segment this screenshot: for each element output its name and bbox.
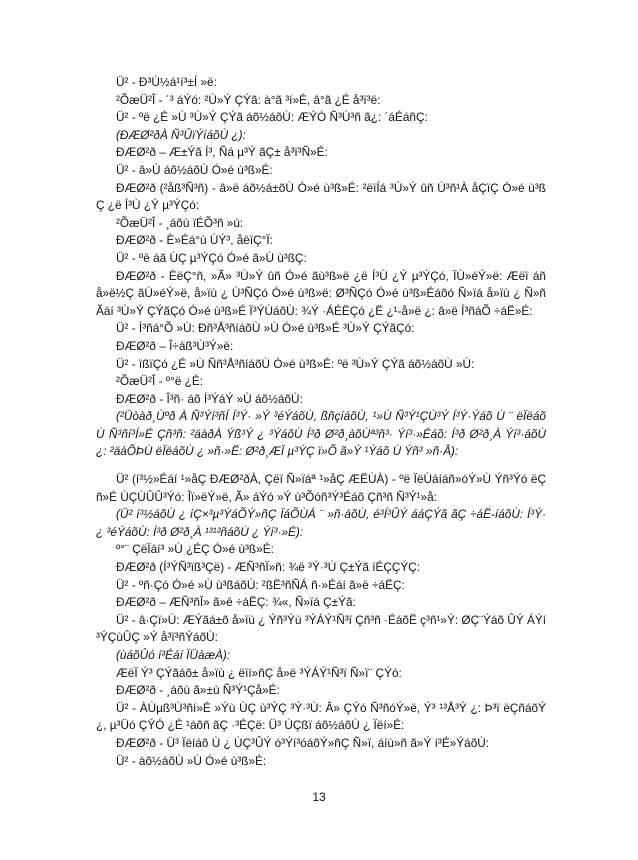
dialogue-line: ÐÆØ²ð (²åß³Ñ³ñ) - â»ë áõ½á±õÙ Ó»é ù³ß»É: ²ëïÍá ³Ù»Ý ûñ Ù³ñ¹À åÇïÇ Ó»é ù³ßÇ ¿ë Í³Ù ¿Ý µ³ÝÇó: <box>96 180 546 213</box>
dialogue-line: ÐÆØ²ð - ¸áõù ã»±ù Ñ³Ý¹Çå»É: <box>116 683 280 698</box>
page-number: 13 <box>312 790 326 804</box>
dialogue-line: Ü² - àõ½áõÙ »Ù Ó»é ù³ß»É: <box>116 753 267 768</box>
dialogue-line: º°¨ ÇëÏáí³ »Ù ¿ÉÇ Ó»é ù³ß»É: <box>116 542 274 557</box>
stage-direction: (²Üòàð¸Ùºð À Ñ³Ýí³ñÍ Í³Ý· »Ý ³éÝáõÙ, ßñçíáõÙ, ¹»Ù Ñ³Ý¹ÇÙ³Ý Í³Ý·Ýáõ Ù ¨ ëÏëáõÙ Ñ³ñí³Í»É Çñ³ñ: ²äàðÀ Ýß³Ý ¿ ³ÝáõÙ Í³ð Ø²ð¸àõÙª³ñ³· Ýí³·»Éáõ: Í³ð Ø²ð¸À Ýí³·áõÙ ¿: ²äàÕÞÙ ëÏëáõÙ ¿ »ñ·»Ë: Ø²ð¸ÆÏ µ³ÝÇ ï»Õ ã»Ý ¹Ýáõ Ù Ýñ³ »ñ·Â): <box>96 409 546 459</box>
stage-direction: (ÐÆØ²ðÀ Ñ³ÛïÝíáõÙ ¿): <box>116 127 246 142</box>
dialogue-line: ÐÆØ²ð - ÈëÇ°ñ, »Ã» ³Ù»Ý ûñ Ó»é ãù³ß»ë ¿ë Í³Ù ¿Ý µ³ÝÇó, ÏÙ»éÝ»ë: Æëï áñå»ë½Ç ãÙ»éÝ»ë, å»ïù ¿ Ù³ÑÇó Ó»é ù³ß»ë: Ø³ÑÇó Ó»é ù³ß»Éáõó Ñ»ïá å»ïù ¿ Ñ»ñÃáí ³Ù»Ý ÇÝãÇó Ó»é ù³ß»É Ï³ÝÙáõÙ: ¾Ý ·ÁÉËÇó ¿Ë ¿¹-å»ë ¿: â»ë Í³ñáÕ ÷áË»É: <box>96 268 546 318</box>
dialogue-line: Ü² - Í³ñá°Õ »Ù: Ðñ³Å³ñíáõÙ »Ù Ó»é ù³ß»É ³Ù»Ý ÇÝãÇó: <box>116 321 415 336</box>
dialogue-line: Ü² - ºë áã ÙÇ µ³ÝÇó Ó»é ã»Ù ù³ßÇ: <box>116 250 307 265</box>
dialogue-line: ²ÕæÜ²Î - º°ë ¿É: <box>116 374 204 389</box>
dialogue-line: Ü² - â·Çï»Ù: ÆÝãá±õ å»ïù ¿ Ýñ³Ýù ³ÝÁÝ¹Ñ³ï Çñ³ñ ·ÉáõË ç³ñ¹»Ý: ØÇ¨Ýáõ ÛÝ ÁÝí³ÝÇùÛÇ »Ý å³ï³ñÝáõÙ: <box>96 612 546 645</box>
dialogue-line: Ü² - â»Ù áõ½áõÙ Ó»é ù³ß»É: <box>116 162 273 177</box>
dialogue-line: Ü² - ºñ·Çó Ó»é »Ù ù³ßáõÙ: ²ßË³ñÑÁ ñ·»Éáí ã»ë ÷áËÇ: <box>116 577 405 592</box>
dialogue-line: ²ÕæÜ²Î - ¸áõù ïÉÕ³ñ »ù: <box>116 215 244 230</box>
dialogue-line: ÐÆØ²ð – Î÷áß³Ù³Ý»ë: <box>116 338 234 353</box>
dialogue-line: Ü² - Ð³Ù½á¹í³±Í »ë: <box>116 75 217 89</box>
dialogue-line: Ü² - ºë ¿É »Ù ³Ù»Ý ÇÝã áõ½áõÙ: ÆÝÓ Ñ³Ù³ñ ã¿: ´áÉáñÇ: <box>116 110 428 125</box>
dialogue-line: Ü² - ïßïÇó ¿É »Ù Ññ³Å³ñíáõÙ Ó»é ù³ß»É: ºë ³Ù»Ý ÇÝã áõ½áõÙ »Ù: <box>116 356 475 371</box>
dialogue-line: ÐÆØ²ð - Î³ñ· áõ Í³ÝáÝ »Ù áõ½áõÙ: <box>116 391 303 406</box>
dialogue-line: ²ÕæÜ²Î - ´³ áÝó: ²Ù»Ý ÇÝã: à°ã ³í»É, â°ã ¿É å³ï³ë: <box>116 92 381 107</box>
dialogue-line: Ü² - ÀÙµß³Ù³ñí»É »Ýù ÙÇ ù³ÝÇ ³Ý·³Ù: Â» ÇÝó Ñ³ñóÝ»ë, Ý³ ¹³Å³Ý ¿: Þ³ï ëÇñáõÝ ¿, µ³Üó ÇÝÓ ¿É ¹áõñ ãÇ ·³ÉÇë: Ü³ ÙÇßï áõ½áõÙ ¿ Ïëí»É: <box>96 700 546 733</box>
dialogue-line: ÐÆØ²ð (Í³ÝÑ³ïß³Çë) - ÆÑ³ñÏ»ñ: ¾ë ³Ý·³Ù Ç±Ýã íÉÇÇÝÇ: <box>116 560 421 575</box>
stage-direction: (ùáõÛó í³Éáí ÏÜàæÀ): <box>116 648 231 662</box>
dialogue-line: ÐÆØ²ð - È»Éá°ù ÙÝ³, åëïÇ°Ï: <box>116 233 273 248</box>
dialogue-line: ÆëÏ Ý³ ÇÝãáõ± å»ïù ¿ ëïí»ñÇ å»ë ³ÝÁÝ¹Ñ³ï Ñ»ï¨ ÇÝó: <box>116 665 402 680</box>
dialogue-line: ÐÆØ²ð - Ü³ Ïëíáõ Ù ¿ ÙÇ³ÛÝ ó³Ýí³óáõÝ»ñÇ Ñ»ï, áíù»ñ ã»Ý í³É»ÝáõÙ: <box>116 735 490 750</box>
stage-direction: (Ü² í³½áõÙ ¿ íÇ×³µ³ÝáÕÝ»ñÇ ÏáÕÙÁ ¨ »ñ·áõÙ, é³Í³ÛÝ ááÇÝã ãÇ ÷áË-íáõÙ: Í³Ý· ¿ ³éÝáõÙ: Í³ð Ø²ð¸À ¹³¹³ñáõÙ ¿ Ýí³·»É): <box>96 507 546 539</box>
dialogue-line: ÐÆØ²ð – ÆÑ³ñÏ» ã»ë ÷áËÇ: ¾«, Ñ»ïá Ç±Ýã: <box>116 595 356 610</box>
dialogue-line: ÐÆØ²ð – Æ±Ýã Í³, Ñá µ³Ý ãÇ± å³ï³Ñ»É: <box>116 145 328 160</box>
document-body <box>96 74 546 770</box>
dialogue-line: Ü² (í³½»Éáí ¹»åÇ ÐÆØ²ðÀ, Çëï Ñ»ïáª ¹»åÇ ÆËÙÀ) - ºë ÏëÙáíáñ»óÝ»Ù Ýñ³Ýó ëÇñ»É ÙÇÙÛÛ³Ýó: Îï»ëÝ»ë, Ã» áÝó »Ý ù³Õóñ³Ý³Éáõ Çñ³ñ Ñ³Ý¹»å: <box>96 472 546 504</box>
paragraph-gap <box>96 461 546 471</box>
